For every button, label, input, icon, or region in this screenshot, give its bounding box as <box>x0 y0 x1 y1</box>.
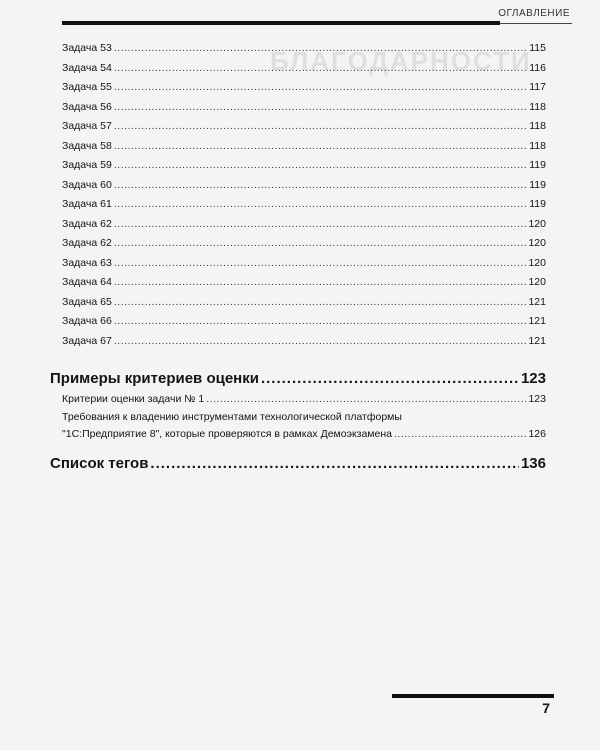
toc-entry[interactable] <box>62 179 546 199</box>
toc-entry[interactable] <box>62 62 546 82</box>
toc-entry[interactable] <box>62 218 546 238</box>
entry-page: 121 <box>528 334 546 347</box>
toc-entry[interactable] <box>62 120 546 140</box>
bleed-through-text: БЛАГОДАРНОСТИ <box>270 46 532 76</box>
toc-chapter-criteria[interactable] <box>50 370 546 387</box>
entry-page: 118 <box>529 139 546 152</box>
toc-entry[interactable] <box>62 335 546 355</box>
entry-label: Задача 65 <box>62 295 112 308</box>
entry-page: 120 <box>528 217 546 230</box>
entry-label: Задача 56 <box>62 100 112 113</box>
chapter-title: Примеры критериев оценки <box>50 370 259 387</box>
leader-dots <box>114 159 527 171</box>
leader-dots <box>394 428 526 440</box>
toc-subentry[interactable] <box>62 393 546 405</box>
toc-entry[interactable] <box>62 42 546 62</box>
leader-dots <box>114 42 527 54</box>
leader-dots <box>114 218 527 230</box>
leader-dots <box>114 237 527 249</box>
entry-label: Задача 67 <box>62 334 112 347</box>
toc-entry[interactable] <box>62 101 546 121</box>
entry-page: 115 <box>529 42 546 54</box>
entry-page: 120 <box>528 256 546 269</box>
toc-entry[interactable] <box>62 276 546 296</box>
entry-page: 120 <box>528 276 546 288</box>
entry-page: 121 <box>528 295 546 308</box>
toc-task-list <box>62 42 546 354</box>
leader-dots <box>114 315 527 327</box>
entry-page: 123 <box>528 393 546 405</box>
toc-subentry[interactable] <box>62 411 546 440</box>
leader-dots <box>114 179 527 191</box>
leader-dots <box>114 81 527 93</box>
entry-label: Задача 59 <box>62 159 112 171</box>
entry-label: Задача 64 <box>62 276 112 288</box>
leader-dots <box>114 257 527 269</box>
entry-label: Задача 62 <box>62 237 112 249</box>
header-thin-rule <box>500 23 572 24</box>
leader-dots <box>114 101 527 113</box>
entry-label: Задача 57 <box>62 120 112 132</box>
section-header: ОГЛАВЛЕНИЕ <box>498 8 570 19</box>
leader-dots <box>114 120 527 132</box>
leader-dots <box>114 198 527 210</box>
leader-dots <box>114 296 527 308</box>
chapter-page: 136 <box>520 455 546 472</box>
entry-label: Задача 55 <box>62 81 112 93</box>
leader-dots <box>261 370 519 387</box>
entry-page: 118 <box>529 100 546 113</box>
entry-label-line2: "1С:Предприятие 8", которые проверяются в рамках Демоэкзамена <box>62 428 393 440</box>
toc-entry[interactable] <box>62 198 546 218</box>
leader-dots <box>114 335 527 347</box>
toc-chapter-tags[interactable] <box>50 455 546 472</box>
entry-label: Задача 66 <box>62 315 112 327</box>
entry-page: 121 <box>528 315 546 327</box>
toc-entry[interactable] <box>62 257 546 277</box>
entry-label: Критерии оценки задачи № 1 <box>62 393 205 405</box>
chapter-page: 123 <box>520 370 546 387</box>
entry-label: Задача 54 <box>62 61 112 74</box>
entry-page: 126 <box>528 428 546 440</box>
toc-entry[interactable] <box>62 315 546 335</box>
entry-label: Задача 62 <box>62 217 112 230</box>
entry-page: 119 <box>529 198 546 210</box>
entry-page: 120 <box>528 237 546 249</box>
footer-rule <box>392 694 554 698</box>
entry-label: Задача 60 <box>62 178 112 191</box>
page-number: 7 <box>542 700 550 716</box>
entry-page: 119 <box>529 159 546 171</box>
header-rule <box>62 21 500 25</box>
entry-page: 116 <box>529 61 546 74</box>
leader-dots <box>114 276 527 288</box>
entry-page: 118 <box>529 120 546 132</box>
entry-label-line1: Требования к владению инструментами технологической платформы <box>62 411 402 423</box>
leader-dots <box>150 455 519 472</box>
toc-entry[interactable] <box>62 159 546 179</box>
entry-page: 117 <box>529 81 546 93</box>
leader-dots <box>114 62 527 74</box>
chapter-title: Список тегов <box>50 455 149 472</box>
entry-label: Задача 61 <box>62 198 112 210</box>
leader-dots <box>114 140 527 152</box>
entry-label: Задача 53 <box>62 42 112 54</box>
entry-page: 119 <box>529 178 546 191</box>
entry-label: Задача 58 <box>62 139 112 152</box>
toc-entry[interactable] <box>62 81 546 101</box>
leader-dots <box>206 393 526 405</box>
entry-label: Задача 63 <box>62 256 112 269</box>
toc-entry[interactable] <box>62 237 546 257</box>
toc-entry[interactable] <box>62 296 546 316</box>
toc-entry[interactable] <box>62 140 546 160</box>
